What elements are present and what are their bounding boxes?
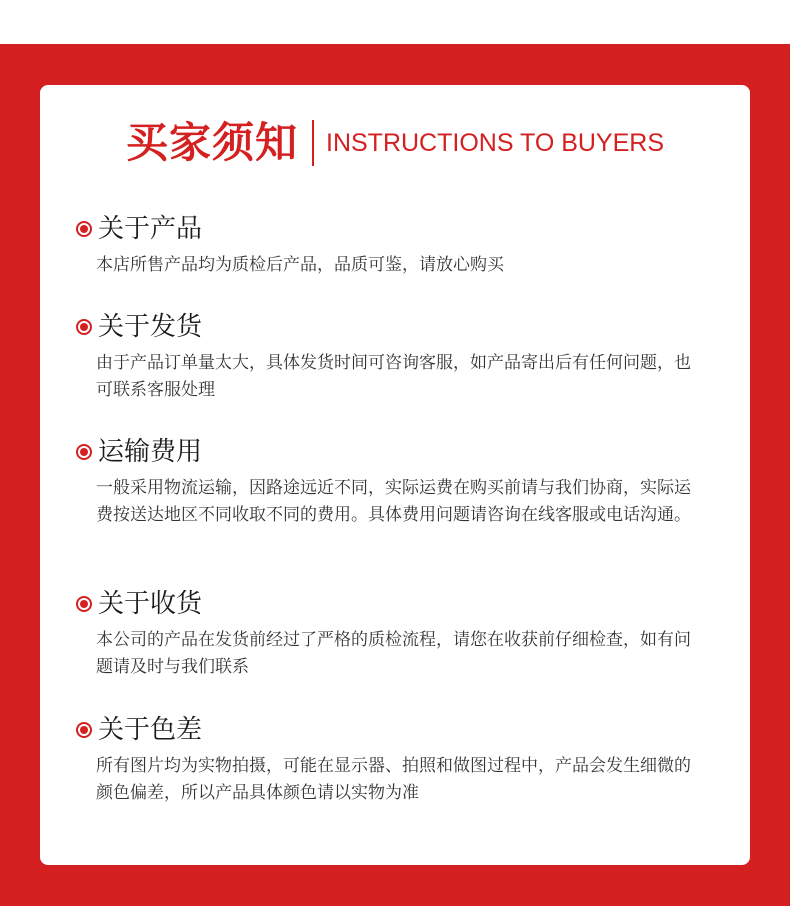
section-body: 本公司的产品在发货前经过了严格的质检流程，请您在收获前仔细检查，如有问题请及时与我们联系 bbox=[96, 630, 691, 677]
section-title: 关于产品 bbox=[98, 214, 203, 244]
section-color-difference bbox=[76, 713, 716, 807]
top-white-strip bbox=[0, 0, 790, 44]
instructions-card bbox=[40, 85, 750, 865]
section-heading bbox=[76, 435, 716, 469]
section-about-receiving bbox=[76, 587, 716, 681]
card-header bbox=[40, 115, 750, 171]
section-heading bbox=[76, 310, 716, 344]
section-title: 关于色差 bbox=[98, 715, 203, 745]
target-bullet-icon bbox=[76, 444, 92, 460]
section-heading bbox=[76, 587, 716, 621]
target-bullet-icon bbox=[76, 319, 92, 335]
target-bullet-icon bbox=[76, 722, 92, 738]
section-title: 关于收货 bbox=[98, 589, 203, 619]
section-title: 关于发货 bbox=[98, 312, 203, 342]
section-body: 本店所售产品均为质检后产品，品质可鉴，请放心购买 bbox=[96, 255, 504, 275]
section-title: 运输费用 bbox=[98, 437, 203, 467]
section-about-product bbox=[76, 212, 716, 279]
section-body: 所有图片均为实物拍摄，可能在显示器、拍照和做图过程中，产品会发生细微的颜色偏差，所以产品具体颜色请以实物为准 bbox=[96, 756, 691, 803]
section-heading bbox=[76, 713, 716, 747]
title-chinese: 买家须知 bbox=[125, 118, 298, 167]
section-body: 由于产品订单量太大，具体发货时间可咨询客服，如产品寄出后有任何问题，也可联系客服处理 bbox=[96, 353, 691, 400]
target-bullet-icon bbox=[76, 596, 92, 612]
title-divider bbox=[312, 120, 314, 166]
section-heading bbox=[76, 212, 716, 246]
section-about-shipping bbox=[76, 310, 716, 404]
title-english: INSTRUCTIONS TO BUYERS bbox=[326, 128, 665, 157]
section-body: 一般采用物流运输，因路途远近不同，实际运费在购买前请与我们协商，实际运费按送达地区不同收取不同的费用。具体费用问题请咨询在线客服或电话沟通。 bbox=[96, 478, 691, 525]
section-shipping-cost bbox=[76, 435, 716, 529]
target-bullet-icon bbox=[76, 221, 92, 237]
